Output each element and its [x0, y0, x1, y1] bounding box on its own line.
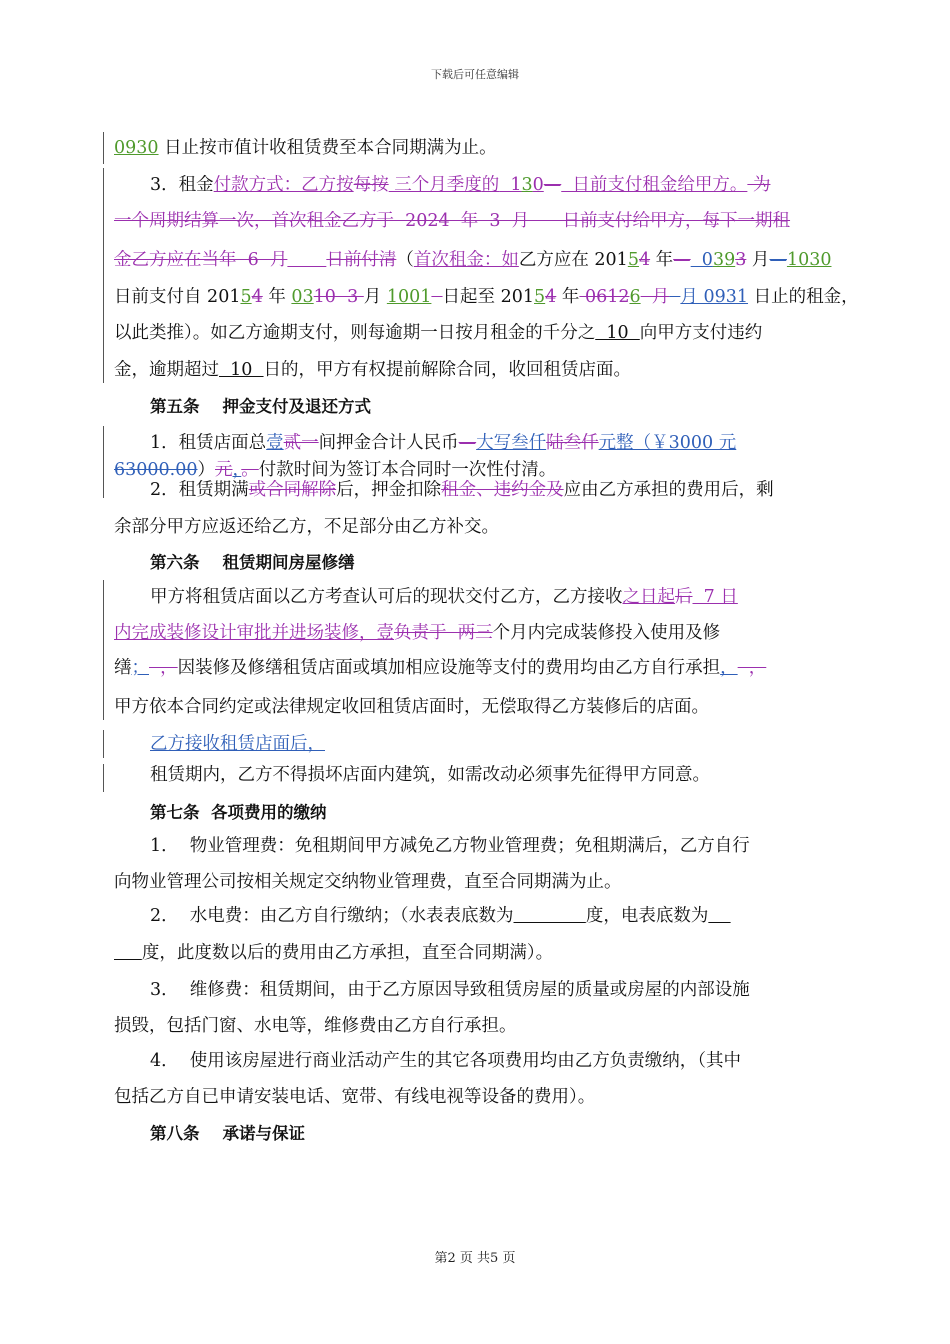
text-run: 3 [735, 250, 747, 270]
text-run: 付款方式：乙方按 [213, 175, 354, 195]
page-footer: 第2 页 共5 页 [434, 1251, 516, 1266]
text-line [0, 279, 950, 315]
text-run: 3． 维修费：租赁期间，由于乙方原因导致租赁房屋的质量或房屋的内部设施 [150, 980, 750, 1000]
text-run: 3 [335, 287, 364, 307]
text-run: 2． 水电费：由乙方自行缴纳；（水表表底数为 [150, 906, 514, 926]
text-run: — [673, 250, 691, 270]
text-run: 租赁期内，乙方不得损坏店面内建筑，如需改动必须事先征得甲方同意。 [150, 765, 710, 785]
text-run: 6 [629, 287, 641, 307]
text-line [0, 472, 950, 508]
text-run: ， [232, 460, 242, 480]
text-run: 甲方依本合同约定或法律规定收回租赁店面时，无偿取得乙方装修后的店面。 [114, 697, 709, 717]
text-run: 金乙方应在当年 6 月 [114, 250, 288, 270]
text-run: 4 [251, 287, 263, 307]
text-run: 三个月季度 [388, 175, 482, 195]
text-run: 向甲方支付违约 [639, 323, 763, 343]
text-run: 0612 [579, 287, 630, 307]
text-run: ， [720, 658, 738, 678]
text-run: — [458, 433, 477, 453]
text-run: 5 [627, 250, 639, 270]
text-run [708, 906, 730, 926]
text-run: 甲方将租赁店面以乙方考查认可后的现状交付乙方，乙方接收 [150, 587, 623, 607]
text-run: 日止的租金， [748, 287, 859, 307]
text-run: 1 [499, 175, 522, 195]
text-run: ， [149, 658, 178, 678]
section-heading [0, 1116, 950, 1152]
text-run: 付款时间为签订本合同时一次性付清。 [258, 460, 557, 480]
text-line [0, 864, 950, 900]
text-run: 1．租赁店面总 [150, 433, 267, 453]
text-line [0, 509, 950, 545]
text-line [0, 167, 950, 203]
text-run: 1030 [786, 250, 832, 270]
text-run: 缮 [114, 658, 132, 678]
text-run: 的 [481, 175, 500, 195]
text-run: 4 [545, 287, 557, 307]
text-run: ； [131, 658, 149, 678]
text-run: 包括乙方自已申请安装电话、宽带、有线电视等设备的费用）。 [114, 1087, 596, 1107]
text-run [669, 287, 680, 307]
text-line [0, 650, 950, 686]
text-run: 03 [291, 287, 314, 307]
text-run: 后 [675, 587, 693, 607]
text-run: 63000.00 [114, 460, 198, 480]
page-header: 下载后可任意编辑 [431, 68, 519, 81]
text-run: 10 [313, 287, 336, 307]
text-run: 年 [262, 287, 292, 307]
text-run: 5 [240, 287, 252, 307]
text-line [0, 972, 950, 1008]
text-run: 首次租金：如 [413, 250, 519, 270]
text-run: 贰一 [283, 433, 319, 453]
text-run: 内完成装修设计审批并进场装修， [114, 623, 377, 643]
text-run: 。 [241, 460, 259, 480]
text-run: 一个周期结算一次，首次租金乙方于 2024 年 3 月 日前支付给甲方，每下一期租 [114, 211, 791, 231]
section-heading [0, 795, 950, 831]
text-run: 日前支付自 201 [114, 287, 241, 307]
text-run: — [543, 175, 562, 195]
text-run: 4 [638, 250, 651, 270]
text-run: 10 [219, 360, 264, 380]
text-run [287, 250, 326, 270]
text-run: 5 [534, 287, 546, 307]
text-run: 第五条 押金支付及退还方式 [150, 397, 371, 416]
text-run: ） [197, 460, 216, 480]
text-line [0, 1043, 950, 1079]
text-line [0, 203, 950, 239]
text-line [0, 242, 950, 278]
text-run: 39 [712, 250, 736, 270]
text-run: 0930 [114, 138, 159, 158]
section-heading [0, 545, 950, 581]
text-run: 度，电表底数为 [585, 906, 709, 926]
text-run: 日起至 201 [442, 287, 535, 307]
text-run: 0 [690, 250, 713, 270]
text-run: 月 [746, 250, 770, 270]
text-run: 4． 使用该房屋进行商业活动产生的其它各项费用均由乙方负责缴纳，（其中 [150, 1051, 742, 1071]
text-run: 月 0931 [680, 287, 749, 307]
text-run: 月 [640, 287, 670, 307]
text-run: 第六条 租赁期间房屋修缮 [150, 553, 355, 572]
text-run: 1001 [386, 287, 432, 307]
text-run: 为 [747, 175, 771, 195]
text-run: 每按 [353, 175, 389, 195]
text-run: 年 [650, 250, 674, 270]
text-run: 7 日 [692, 587, 738, 607]
text-line [0, 898, 950, 934]
text-run: 3 [521, 175, 533, 195]
text-run: 乙方应在 201 [518, 250, 628, 270]
text-run: 乙方接收租赁店面后， [150, 734, 325, 754]
text-line [0, 935, 950, 971]
text-run: （ [396, 250, 414, 270]
text-run: 10 [595, 323, 640, 343]
text-run: 第八条 承诺与保证 [150, 1124, 305, 1143]
text-run: 日前支付租金给甲方。 [561, 175, 748, 195]
text-run: 2．租赁期满 [150, 480, 249, 500]
text-run: 因装修及修缮租赁店面或填加相应设施等支付的费用均由乙方自行承担 [177, 658, 721, 678]
text-line [0, 579, 950, 615]
text-line [0, 352, 950, 388]
text-run: 损毁，包括门窗、水电等，维修费由乙方自行承担。 [114, 1016, 517, 1036]
text-run: 以此类推）。如乙方逾期支付，则每逾期一日按月租金的千分之 [114, 323, 596, 343]
text-run: 1． 物业管理费：免租期间甲方减免乙方物业管理费；免租期满后，乙方自行 [150, 836, 750, 856]
text-run: 应由乙方承担的费用后，剩 [563, 480, 774, 500]
text-run: 日前付清 [326, 250, 397, 270]
text-run: 度，此度数以后的费用由乙方承担，直至合同期满）。 [141, 943, 554, 963]
section-heading [0, 389, 950, 425]
text-run: 大写叁仟 [476, 433, 547, 453]
text-run: 年 [556, 287, 580, 307]
text-run: 月 [363, 287, 387, 307]
text-run: 日的，甲方有权提前解除合同，收回租赁店面。 [263, 360, 632, 380]
text-run: 之日起 [622, 587, 675, 607]
text-run: 日止按市值计收租赁费至本合同期满为止。 [158, 138, 497, 158]
text-line [0, 828, 950, 864]
text-run: 余部分甲方应返还给乙方，不足部分由乙方补交。 [114, 517, 499, 537]
text-run: 0 [532, 175, 544, 195]
text-run: 向物业管理公司按相关规定交纳物业管理费，直至合同期满为止。 [114, 872, 622, 892]
text-line [0, 1079, 950, 1115]
text-run: 元 [215, 460, 233, 480]
text-line [0, 1008, 950, 1044]
text-run: 后，押金扣除 [336, 480, 442, 500]
text-run: 元整（￥3000 元 [598, 433, 737, 453]
text-line [0, 315, 950, 351]
text-run: 个月内完成装修投入使用及修 [492, 623, 721, 643]
text-run: 租金、违约金及 [441, 480, 564, 500]
text-run: 或合同解除 [248, 480, 337, 500]
text-run: 负责于 两三 [394, 623, 493, 643]
text-run: 间押金合计人民币 [318, 433, 459, 453]
text-run [514, 906, 586, 926]
text-run: 陆叁仟 [546, 433, 599, 453]
text-run: 壹 [266, 433, 284, 453]
text-run: 壹 [376, 623, 394, 643]
text-line [0, 130, 950, 166]
text-run: — [769, 250, 787, 270]
text-run: 3．租金 [150, 175, 214, 195]
text-run [431, 287, 442, 307]
text-line [0, 689, 950, 725]
text-run: ， [737, 658, 767, 678]
text-line [0, 757, 950, 793]
text-run: 金，逾期超过 [114, 360, 219, 380]
text-run [114, 943, 142, 963]
text-line [0, 615, 950, 651]
text-run: 第七条 各项费用的缴纳 [150, 803, 327, 822]
